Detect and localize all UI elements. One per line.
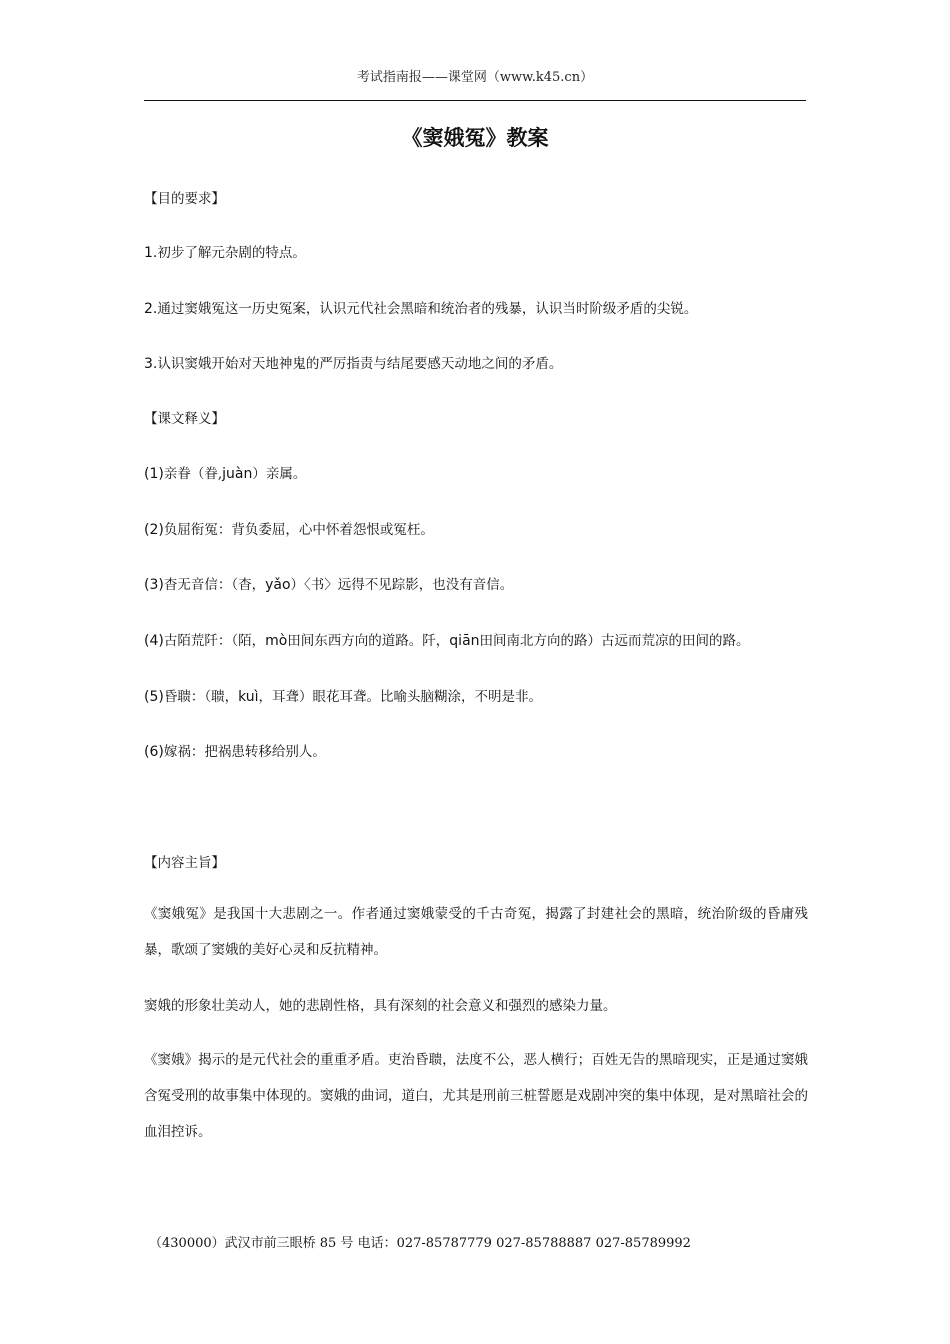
header-divider <box>144 100 806 101</box>
page-footer: （430000）武汉市前三眼桥 85 号 电话：027-85787779 027-85788887 027-85789992 <box>149 1236 691 1251</box>
note-text: 负屈衔冤：背负委屈，心中怀着怨恨或冤枉。 <box>163 522 434 538</box>
goal-item <box>144 297 808 317</box>
section-heading-notes: 【课文释义】 <box>144 411 225 427</box>
note-number: (4) <box>144 633 164 649</box>
note-number: (3) <box>144 577 164 593</box>
goal-item <box>144 241 808 261</box>
note-text: 古陌荒阡：（陌， <box>163 633 266 649</box>
note-text: 昏聩：（聩， <box>163 689 239 705</box>
note-text: 亲眷（眷, <box>163 466 223 482</box>
goal-number: 3. <box>144 356 158 372</box>
note-item <box>144 518 808 538</box>
note-pinyin: kuì <box>238 689 259 705</box>
note-rest: ）亲属。 <box>252 466 307 482</box>
note-item <box>144 685 808 705</box>
theme-paragraph: 《窦娥》揭示的是元代社会的重重矛盾。吏治昏聩，法度不公，恶人横行；百姓无告的黑暗现实，正是通过窦娥含冤受刑的故事集中体现的。窦娥的曲词，道白，尤其是刑前三桩誓愿是戏剧冲突的集中体现，是对黑暗社会的血泪控诉。 <box>144 1052 808 1140</box>
note-item <box>144 629 808 649</box>
goal-item <box>144 352 808 372</box>
note-item <box>144 573 808 593</box>
note-pinyin: mò <box>265 633 288 649</box>
note-text: 杳无音信：（杳， <box>163 577 266 593</box>
note-item <box>144 462 808 482</box>
document-title: 《窦娥冤》教案 <box>401 126 549 150</box>
goal-text: 初步了解元杂剧的特点。 <box>157 245 306 261</box>
note-number: (6) <box>144 744 164 760</box>
theme-paragraph: 《窦娥冤》是我国十大悲剧之一。作者通过窦娥蒙受的千古奇冤，揭露了封建社会的黑暗，统治阶级的昏庸残暴，歌颂了窦娥的美好心灵和反抗精神。 <box>144 906 808 958</box>
note-rest: 田间东西方向的道路。阡， <box>287 633 450 649</box>
goal-number: 1. <box>144 245 158 261</box>
section-heading-theme: 【内容主旨】 <box>144 855 225 871</box>
page-header: 考试指南报——课堂网（www.k45.cn） <box>356 70 594 85</box>
note-pinyin: juàn <box>222 466 253 482</box>
note-rest: 田间南北方向的路）古远而荒凉的田间的路。 <box>479 633 750 649</box>
note-pinyin: yǎo <box>265 577 291 593</box>
note-rest: ）〈书〉远得不见踪影，也没有音信。 <box>290 577 514 593</box>
goal-text: 通过窦娥冤这一历史冤案，认识元代社会黑暗和统治者的残暴，认识当时阶级矛盾的尖锐。 <box>157 301 698 317</box>
note-number: (2) <box>144 522 164 538</box>
note-item <box>144 740 808 760</box>
goal-number: 2. <box>144 301 158 317</box>
goal-text: 认识窦娥开始对天地神鬼的严厉指责与结尾要感天动地之间的矛盾。 <box>157 356 563 372</box>
note-number: (1) <box>144 466 164 482</box>
section-heading-goals: 【目的要求】 <box>144 191 225 207</box>
note-text: 嫁祸：把祸患转移给别人。 <box>163 744 326 760</box>
note-pinyin: qiān <box>449 633 480 649</box>
note-number: (5) <box>144 689 164 705</box>
theme-paragraph: 窦娥的形象壮美动人，她的悲剧性格，具有深刻的社会意义和强烈的感染力量。 <box>144 998 617 1014</box>
note-rest: ，耳聋）眼花耳聋。比喻头脑糊涂，不明是非。 <box>258 689 543 705</box>
